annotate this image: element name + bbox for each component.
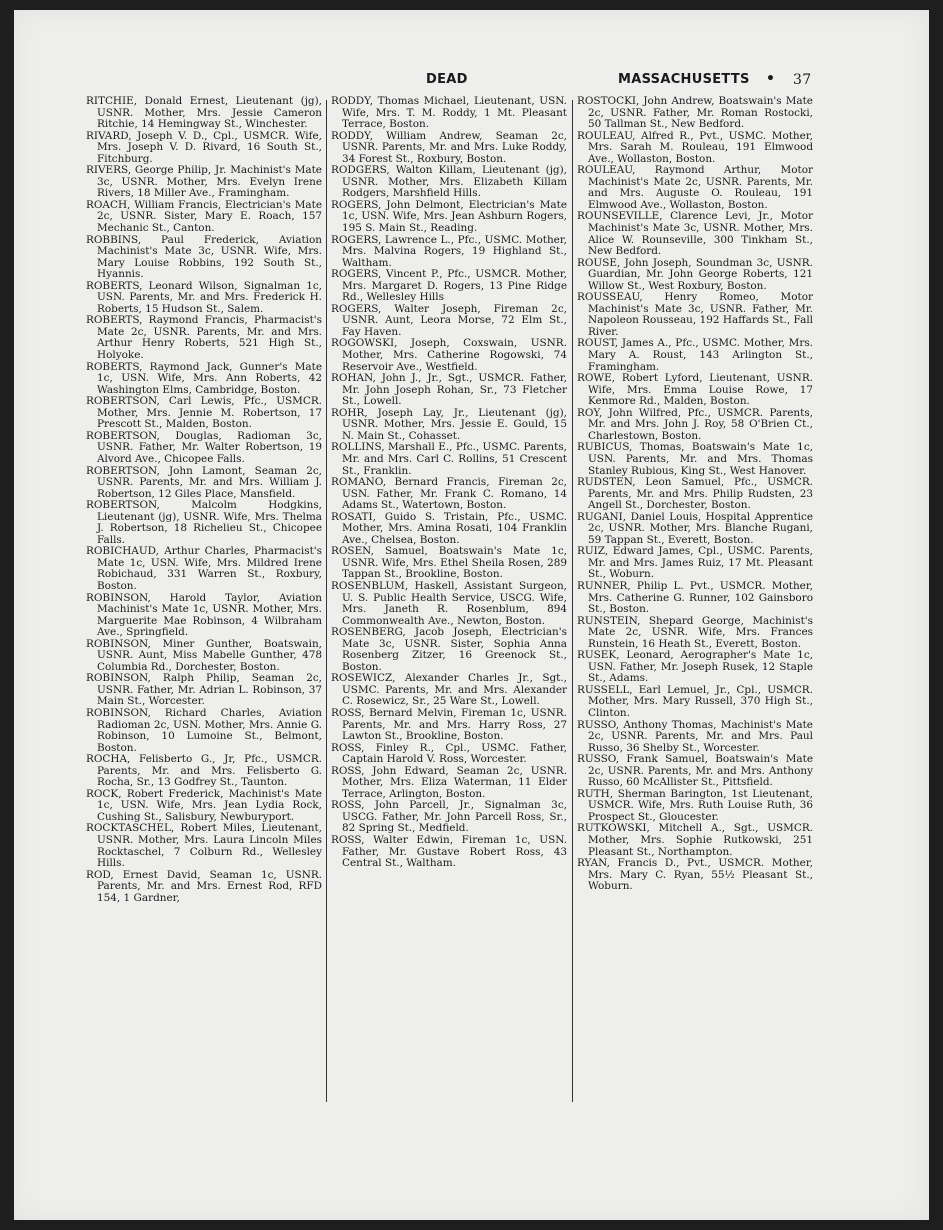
- casualty-entry: ROBERTSON, Douglas, Radioman 3c, USNR. Father, Mr. Walter Robertson, 19 Alvord Ave., Chicopee Falls.: [86, 429, 322, 465]
- casualty-entry: ROULEAU, Alfred R., Pvt., USMC. Mother, Mrs. Sarah M. Rouleau, 191 Elmwood Ave., Wollaston, Boston.: [577, 129, 813, 165]
- casualty-entry: RUDSTEN, Leon Samuel, Pfc., USMCR. Parents, Mr. and Mrs. Philip Rudsten, 23 Angell St., Dorchester, Boston.: [577, 476, 813, 512]
- page-header: [14, 72, 929, 92]
- casualty-entry: ROGOWSKI, Joseph, Coxswain, USNR. Mother, Mrs. Catherine Rogowski, 74 Reservoir Ave., Westfield.: [331, 337, 567, 373]
- casualty-entry: ROUST, James A., Pfc., USMC. Mother, Mrs. Mary A. Roust, 143 Arlington St., Framingham.: [577, 337, 813, 373]
- casualty-entry: RYAN, Francis D., Pvt., USMCR. Mother, Mrs. Mary C. Ryan, 55½ Pleasant St., Woburn.: [577, 857, 813, 893]
- casualty-entry: ROBERTSON, Malcolm Hodgkins, Lieutenant (jg), USNR. Wife, Mrs. Thelma J. Robertson, 18 Richelieu St., Chicopee Falls.: [86, 499, 322, 546]
- casualty-entry: ROSATI, Guido S. Tristain, Pfc., USMC. Mother, Mrs. Amina Rosati, 104 Franklin Ave., Chelsea, Boston.: [331, 510, 567, 546]
- casualty-entry: ROY, John Wilfred, Pfc., USMCR. Parents, Mr. and Mrs. John J. Roy, 58 O'Brien Ct., Charlestown, Boston.: [577, 406, 813, 442]
- page-number: 37: [793, 72, 812, 88]
- casualty-entry: RUSEK, Leonard, Aerographer's Mate 1c, USN. Father, Mr. Joseph Rusek, 12 Staple St., Adams.: [577, 649, 813, 685]
- casualty-entry: ROSS, Finley R., Cpl., USMC. Father, Captain Harold V. Ross, Worcester.: [331, 741, 567, 766]
- casualty-entry: ROCHA, Felisberto G., Jr, Pfc., USMCR. Parents, Mr. and Mrs. Felisberto G. Rocha, Sr., 13 Godfrey St., Taunton.: [86, 753, 322, 789]
- casualty-entry: ROSTOCKI, John Andrew, Boatswain's Mate 2c, USNR. Father, Mr. Roman Rostocki, 50 Tallman St., New Bedford.: [577, 95, 813, 131]
- casualty-entry: RUSSO, Anthony Thomas, Machinist's Mate 2c, USNR. Parents, Mr. and Mrs. Paul Russo, 36 Shelby St., Worcester.: [577, 718, 813, 754]
- casualty-entry: ROBERTSON, Carl Lewis, Pfc., USMCR. Mother, Mrs. Jennie M. Robertson, 17 Prescott St., Malden, Boston.: [86, 395, 322, 431]
- casualty-entry: ROBBINS, Paul Frederick, Aviation Machinist's Mate 3c, USNR. Wife, Mrs. Mary Louise Robbins, 192 South St., Hyannis.: [86, 233, 322, 281]
- casualty-entry: RIVARD, Joseph V. D., Cpl., USMCR. Wife, Mrs. Joseph V. D. Rivard, 16 South St., Fitchburg.: [86, 129, 322, 165]
- casualty-entry: RUIZ, Edward James, Cpl., USMC. Parents, Mr. and Mrs. James Ruiz, 17 Mt. Pleasant St., Woburn.: [577, 545, 813, 581]
- casualty-entry: ROBINSON, Harold Taylor, Aviation Machinist's Mate 1c, USNR. Mother, Mrs. Marguerite Mae Robinson, 4 Wilbraham Ave., Springfield.: [86, 591, 322, 639]
- casualty-entry: RUGANI, Daniel Louis, Hospital Apprentice 2c, USNR. Mother, Mrs. Blanche Rugani, 59 Tappan St., Everett, Boston.: [577, 510, 813, 546]
- casualty-entry: ROGERS, Lawrence L., Pfc., USMC. Mother, Mrs. Malvina Rogers, 19 Highland St., Waltham.: [331, 233, 567, 269]
- casualty-entry: ROUNSEVILLE, Clarence Levi, Jr., Motor Machinist's Mate 3c, USNR. Mother, Mrs. Alice W. Rounseville, 300 Tinkham St., New Bedford.: [577, 210, 813, 258]
- casualty-entry: ROACH, William Francis, Electrician's Mate 2c, USNR. Sister, Mary E. Roach, 157 Mechanic St., Canton.: [86, 198, 322, 235]
- column-divider: [572, 100, 573, 1102]
- casualty-entry: ROULEAU, Raymond Arthur, Motor Machinist's Mate 2c, USNR. Parents, Mr. and Mrs. Auguste O. Rouleau, 191 Elmwood Ave., Wollaston, Boston.: [577, 164, 813, 211]
- casualty-entry: RUSSO, Frank Samuel, Boatswain's Mate 2c, USNR. Parents, Mr. and Mrs. Anthony Russo, 60 McAllister St., Pittsfield.: [577, 753, 813, 789]
- casualty-entry: ROGERS, John Delmont, Electrician's Mate 1c, USN. Wife, Mrs. Jean Ashburn Rogers, 195 S. Main St., Reading.: [331, 198, 567, 235]
- section-title: DEAD: [426, 72, 468, 87]
- casualty-entry: ROSENBLUM, Haskell, Assistant Surgeon, U. S. Public Health Service, USCG. Wife, Mrs. Janeth R. Rosenblum, 894 Commonwealth Ave., Newton, Boston.: [331, 579, 567, 627]
- header-bullet-icon: •: [766, 71, 776, 87]
- casualty-entry: RODGERS, Walton Killam, Lieutenant (jg), USNR. Mother, Mrs. Elizabeth Killam Rodgers, Marshfield Hills.: [331, 164, 567, 200]
- casualty-entry: ROSS, John Edward, Seaman 2c, USNR. Mother, Mrs. Eliza Waterman, 11 Elder Terrace, Arlington, Boston.: [331, 764, 567, 800]
- casualty-entry: ROBINSON, Ralph Philip, Seaman 2c, USNR. Father, Mr. Adrian L. Robinson, 37 Main St., Worcester.: [86, 672, 322, 708]
- casualty-entry: ROLLINS, Marshall E., Pfc., USMC. Parents, Mr. and Mrs. Carl C. Rollins, 51 Crescent St., Franklin.: [331, 441, 567, 477]
- casualty-entry: ROBERTSON, John Lamont, Seaman 2c, USNR. Parents, Mr. and Mrs. William J. Robertson, 12 Giles Place, Mansfield.: [86, 464, 322, 500]
- column-1: [86, 96, 322, 904]
- casualty-entry: RIVERS, George Philip, Jr. Machinist's Mate 3c, USNR. Mother, Mrs. Evelyn Irene Rivers, 18 Miller Ave., Framingham.: [86, 164, 322, 200]
- casualty-entry: ROBERTS, Leonard Wilson, Signalman 1c, USN. Parents, Mr. and Mrs. Frederick H. Roberts, 15 Hudson St., Salem.: [86, 279, 322, 315]
- casualty-entry: ROSS, John Parcell, Jr., Signalman 3c, USCG. Father, Mr. John Parcell Ross, Sr., 82 Spring St., Medfield.: [331, 799, 567, 835]
- casualty-entry: RUSSELL, Earl Lemuel, Jr., Cpl., USMCR. Mother, Mrs. Mary Russell, 370 High St., Clinton.: [577, 683, 813, 719]
- state-title: MASSACHUSETTS: [618, 72, 750, 87]
- casualty-entry: RUBICUS, Thomas, Boatswain's Mate 1c, USN. Parents, Mr. and Mrs. Thomas Stanley Rubious, King St., West Hanover.: [577, 441, 813, 477]
- column-2: [331, 96, 567, 870]
- casualty-entry: RUNNER, Philip L. Pvt., USMCR. Mother, Mrs. Catherine G. Runner, 102 Gainsboro St., Boston.: [577, 579, 813, 616]
- casualty-entry: ROBICHAUD, Arthur Charles, Pharmacist's Mate 1c, USN. Wife, Mrs. Mildred Irene Robichaud, 331 Warren St., Roxbury, Boston.: [86, 545, 322, 592]
- casualty-entry: ROMANO, Bernard Francis, Fireman 2c, USN. Father, Mr. Frank C. Romano, 14 Adams St., Watertown, Boston.: [331, 476, 567, 512]
- casualty-entry: ROGERS, Vincent P., Pfc., USMCR. Mother, Mrs. Margaret D. Rogers, 13 Pine Ridge Rd., Wellesley Hills: [331, 268, 567, 304]
- casualty-entry: ROHR, Joseph Lay, Jr., Lieutenant (jg), USNR. Mother, Mrs. Jessie E. Gould, 15 N. Main St., Cohasset.: [331, 406, 567, 442]
- casualty-entry: ROBERTS, Raymond Jack, Gunner's Mate 1c, USN. Wife, Mrs. Ann Roberts, 42 Washington Elms, Cambridge, Boston.: [86, 360, 322, 396]
- casualty-entry: ROSEN, Samuel, Boatswain's Mate 1c, USNR. Wife, Mrs. Ethel Sheila Rosen, 289 Tappan St., Brookline, Boston.: [331, 545, 567, 581]
- casualty-entry: RODDY, William Andrew, Seaman 2c, USNR. Parents, Mr. and Mrs. Luke Roddy, 34 Forest St., Roxbury, Boston.: [331, 129, 567, 165]
- casualty-entry: ROGERS, Walter Joseph, Fireman 2c, USNR. Aunt, Leora Morse, 72 Elm St., Fay Haven.: [331, 302, 567, 338]
- column-divider: [326, 100, 327, 1102]
- casualty-entry: ROD, Ernest David, Seaman 1c, USNR. Parents, Mr. and Mrs. Ernest Rod, RFD 154, 1 Gardner,: [86, 868, 322, 904]
- column-3: [577, 96, 813, 893]
- casualty-entry: ROSS, Walter Edwin, Fireman 1c, USN. Father, Mr. Gustave Robert Ross, 43 Central St., Waltham.: [331, 834, 567, 870]
- casualty-entry: ROBINSON, Richard Charles, Aviation Radioman 2c, USN. Mother, Mrs. Annie G. Robinson, 10 Lumoine St., Belmont, Boston.: [86, 706, 322, 754]
- casualty-entry: ROCKTASCHEL, Robert Miles, Lieutenant, USNR. Mother, Mrs. Laura Lincoln Miles Rocktaschel, 7 Colburn Rd., Wellesley Hills.: [86, 822, 322, 870]
- casualty-entry: ROBERTS, Raymond Francis, Pharmacist's Mate 2c, USNR. Parents, Mr. and Mrs. Arthur Henry Roberts, 521 High St., Holyoke.: [86, 314, 322, 362]
- casualty-entry: ROHAN, John J., Jr., Sgt., USMCR. Father, Mr. John Joseph Rohan, Sr., 73 Fletcher St., Lowell.: [331, 372, 567, 408]
- casualty-entry: ROWE, Robert Lyford, Lieutenant, USNR. Wife, Mrs. Emma Louise Rowe, 17 Kenmore Rd., Malden, Boston.: [577, 372, 813, 408]
- casualty-entry: ROUSE, John Joseph, Soundman 3c, USNR. Guardian, Mr. John George Roberts, 121 Willow St., West Roxbury, Boston.: [577, 256, 813, 292]
- casualty-entry: ROBINSON, Miner Gunther, Boatswain, USNR. Aunt, Miss Mabelle Gunther, 478 Columbia Rd., Dorchester, Boston.: [86, 637, 322, 673]
- casualty-entry: ROSENBERG, Jacob Joseph, Electrician's Mate 3c, USNR. Sister, Sophia Anna Rosenberg Zitzer, 16 Greenock St., Boston.: [331, 626, 567, 673]
- casualty-entry: RUTH, Sherman Barington, 1st Lieutenant, USMCR. Wife, Mrs. Ruth Louise Ruth, 36 Prospect St., Gloucester.: [577, 787, 813, 823]
- casualty-entry: ROSEWICZ, Alexander Charles Jr., Sgt., USMC. Parents, Mr. and Mrs. Alexander C. Rosewicz, Sr., 25 Ware St., Lowell.: [331, 672, 567, 708]
- casualty-entry: ROCK, Robert Frederick, Machinist's Mate 1c, USN. Wife, Mrs. Jean Lydia Rock, Cushing St., Salisbury, Newburyport.: [86, 787, 322, 823]
- casualty-entry: RODDY, Thomas Michael, Lieutenant, USN. Wife, Mrs. T. M. Roddy, 1 Mt. Pleasant Terrace, Boston.: [331, 95, 567, 131]
- casualty-entry: RITCHIE, Donald Ernest, Lieutenant (jg), USNR. Mother, Mrs. Jessie Cameron Ritchie, 14 Hemingway St., Winchester.: [86, 95, 322, 131]
- document-page: [14, 10, 929, 1220]
- casualty-entry: ROUSSEAU, Henry Romeo, Motor Machinist's Mate 3c, USNR. Father, Mr. Napoleon Rousseau, 192 Haffards St., Fall River.: [577, 291, 813, 338]
- casualty-entry: RUNSTEIN, Shepard George, Machinist's Mate 2c, USNR. Wife, Mrs. Frances Runstein, 16 Heath St., Everett, Boston.: [577, 614, 813, 650]
- casualty-entry: RUTKOWSKI, Mitchell A., Sgt., USMCR. Mother, Mrs. Sophie Rutkowski, 251 Pleasant St., Northampton.: [577, 822, 813, 858]
- casualty-entry: ROSS, Bernard Melvin, Fireman 1c, USNR. Parents, Mr. and Mrs. Harry Ross, 27 Lawton St., Brookline, Boston.: [331, 706, 567, 743]
